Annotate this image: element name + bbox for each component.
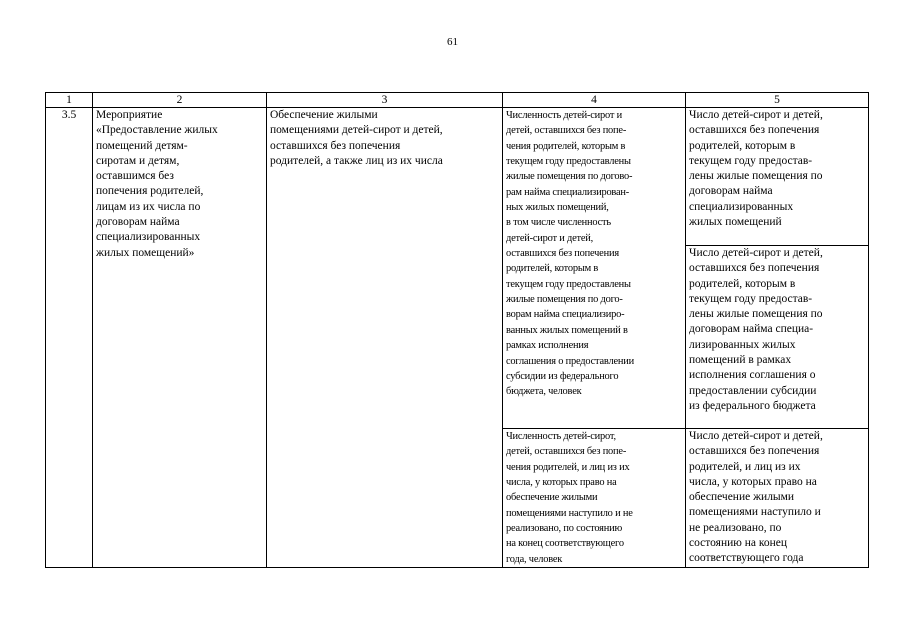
- row-number-text: 3.5: [61, 109, 77, 121]
- program-table: [45, 92, 869, 568]
- row-number: [46, 108, 93, 568]
- header-col-4: 4: [503, 93, 686, 108]
- header-row: [46, 93, 869, 108]
- result-text-3: Число детей-сирот и детей, оставшихся без попечения родителей, и лиц из их числа, у которых право на обеспечение жилыми помещениями наступило и не реализовано, по состоянию на конец соответствующего года: [689, 430, 823, 565]
- page-number: 61: [447, 36, 458, 48]
- result-cell-3: [686, 429, 869, 568]
- result-text-1: Число детей-сирот и детей, оставшихся без попечения родителей, которым в текущем году предостав- лены жилые помещения по договорам найма специализированных жилых помещений: [689, 109, 823, 229]
- indicator-text-1: Численность детей-сирот и детей, оставшихся без попе- чения родителей, которым в текущем году предоставлены жилые помещения по догово- рам найма специализирован- ных жилых помещений, в том числе численность детей-сирот и детей, оставшихся без попечения родителей, которым в текущем году предоставлены жилые помещения по дого- ворам найма специализиро- ванных жилых помещений в рамках исполнения соглашения о предоставлении субсидии из федерального бюджета, человек: [506, 110, 634, 398]
- indicator-cell-2: [503, 429, 686, 568]
- event-cell: [93, 108, 267, 568]
- indicator-text-2: Численность детей-сирот, детей, оставшихся без попе- чения родителей, и лиц из их числа, у которых право на обеспечение жилыми помещениями наступило и не реализовано, по состоянию на конец соответствующего года, человек: [506, 431, 633, 565]
- indicator-cell-1: [503, 108, 686, 429]
- goal-cell: [267, 108, 503, 568]
- header-col-2: 2: [93, 93, 267, 108]
- result-text-2: Число детей-сирот и детей, оставшихся без попечения родителей, которым в текущем году предостав- лены жилые помещения по договорам найма специа- лизированных жилых помещений в рамках исполнения соглашения о предоставлении субсидии из федерального бюджета: [689, 247, 823, 412]
- header-col-1: 1: [46, 93, 93, 108]
- header-col-5: 5: [686, 93, 869, 108]
- goal-text: Обеспечение жилыми помещениями детей-сирот и детей, оставшихся без попечения родителей, а также лиц из их числа: [270, 109, 443, 167]
- result-cell-2: [686, 246, 869, 429]
- event-text: Мероприятие «Предоставление жилых помещений детям- сиротам и детям, оставшимся без попечения родителей, лицам из их числа по договорам найма специализированных жилых помещений»: [96, 109, 218, 259]
- header-col-3: 3: [267, 93, 503, 108]
- table-row: [46, 108, 869, 246]
- result-cell-1: [686, 108, 869, 246]
